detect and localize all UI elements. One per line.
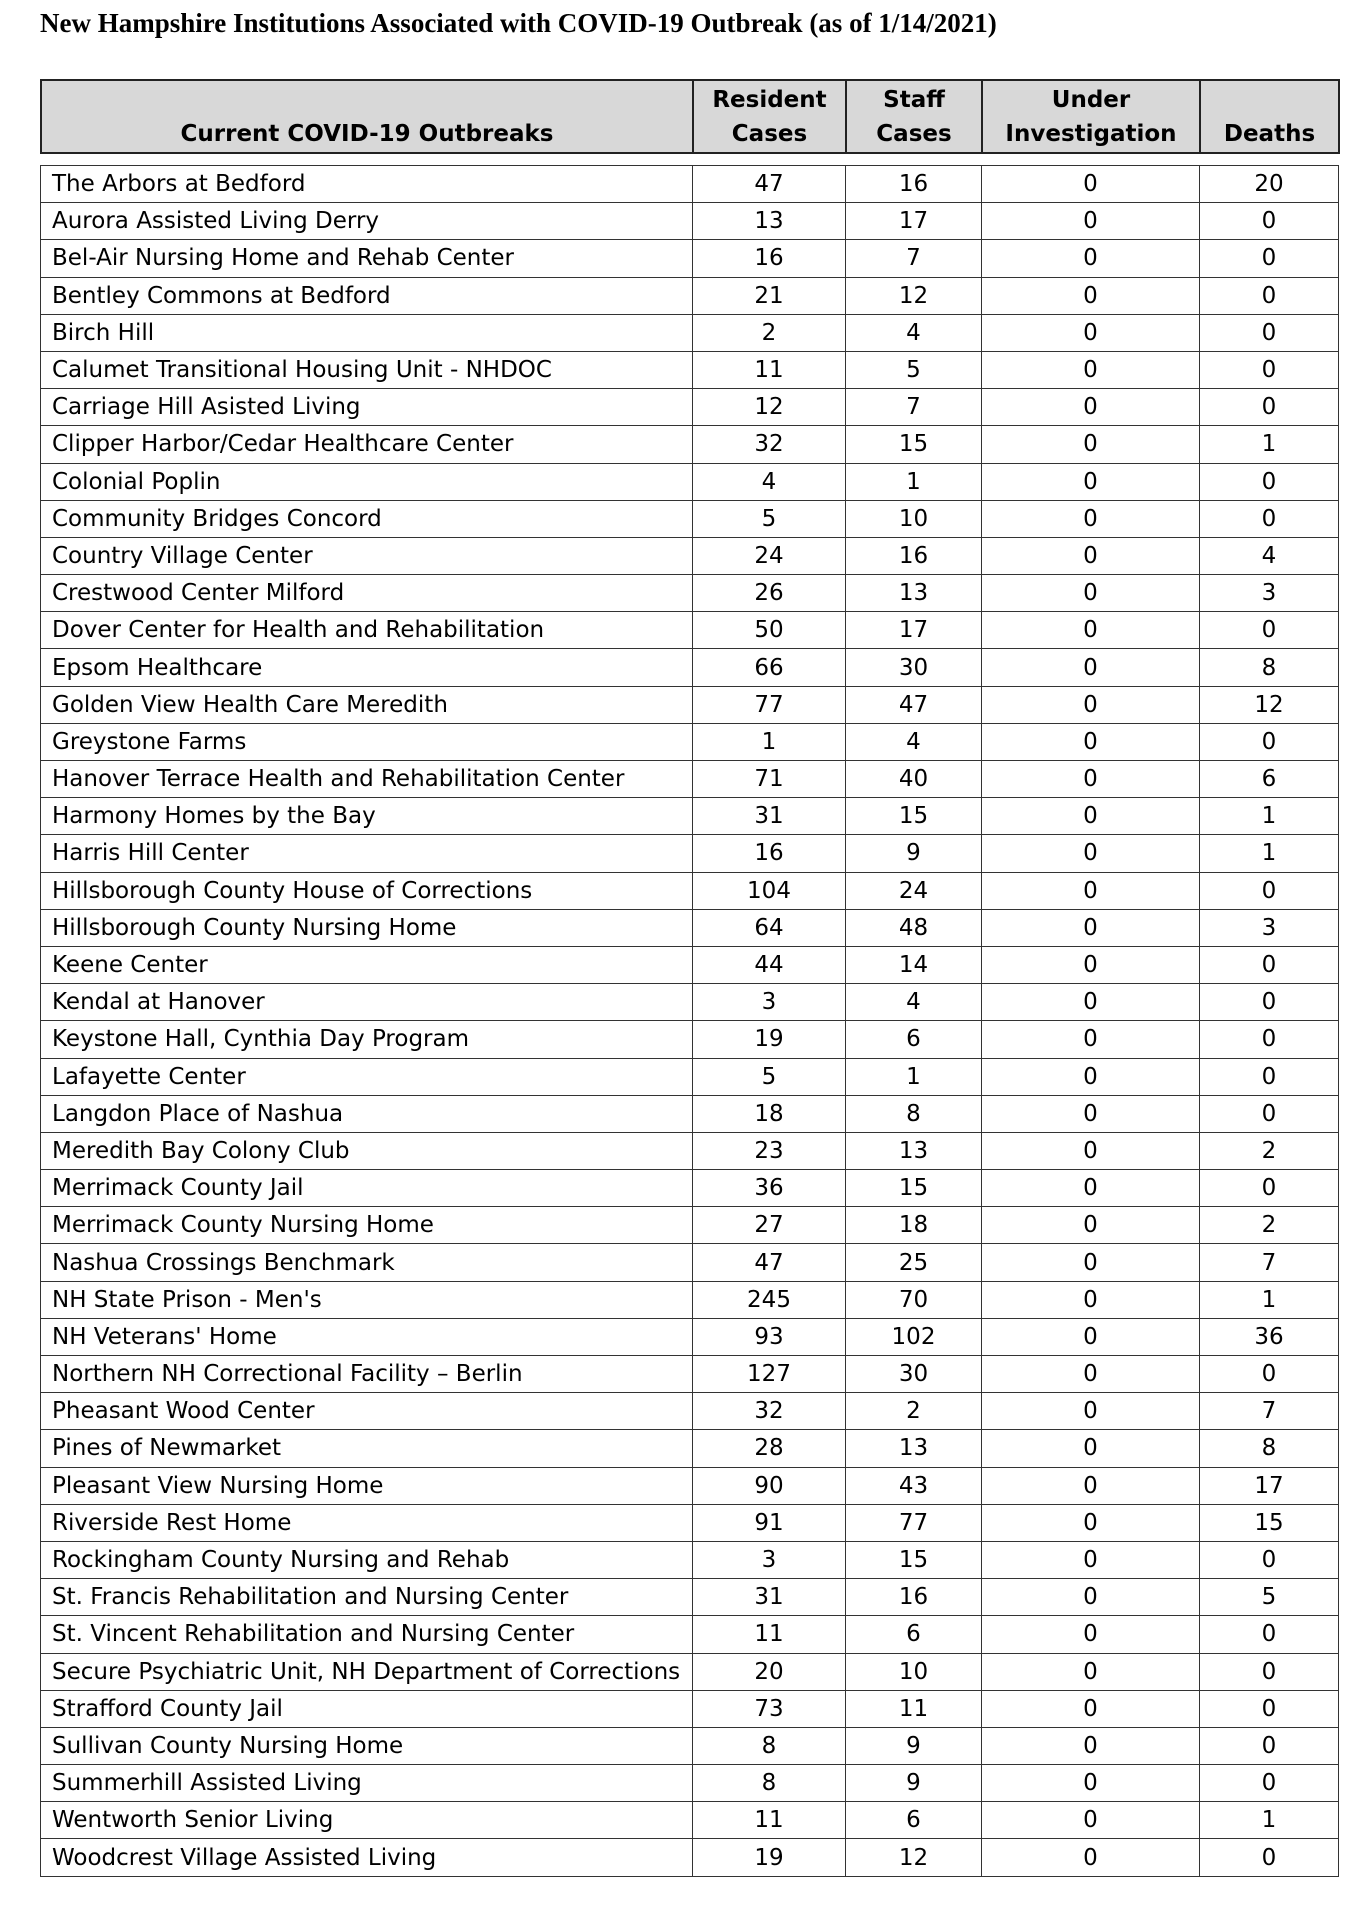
- staff-cases-cell: 6: [846, 1021, 982, 1058]
- staff-cases-cell: 102: [846, 1318, 982, 1355]
- deaths-cell: 0: [1200, 389, 1339, 426]
- deaths-cell: 0: [1200, 872, 1339, 909]
- outbreak-name-cell: Lafayette Center: [41, 1058, 693, 1095]
- resident-cases-cell: 3: [693, 1541, 846, 1578]
- resident-cases-cell: 20: [693, 1653, 846, 1690]
- outbreak-name-cell: Nashua Crossings Benchmark: [41, 1244, 693, 1281]
- staff-cases-cell: 48: [846, 909, 982, 946]
- under-investigation-cell: 0: [982, 946, 1200, 983]
- table-row: [41, 1541, 1339, 1578]
- resident-cases-cell: 36: [693, 1170, 846, 1207]
- table-row: [41, 1802, 1339, 1839]
- resident-cases-cell: 11: [693, 351, 846, 388]
- staff-cases-cell: 7: [846, 240, 982, 277]
- table-row: [41, 203, 1339, 240]
- resident-cases-cell: 32: [693, 426, 846, 463]
- table-row: [41, 1690, 1339, 1727]
- resident-cases-cell: 1: [693, 723, 846, 760]
- staff-cases-cell: 1: [846, 1058, 982, 1095]
- header-resident-cases: Resident Cases: [693, 80, 846, 153]
- outbreak-name-cell: Pines of Newmarket: [41, 1430, 693, 1467]
- outbreak-name-cell: Colonial Poplin: [41, 463, 693, 500]
- staff-cases-cell: 10: [846, 500, 982, 537]
- under-investigation-cell: 0: [982, 1541, 1200, 1578]
- under-investigation-cell: 0: [982, 1430, 1200, 1467]
- under-investigation-cell: 0: [982, 612, 1200, 649]
- under-investigation-cell: 0: [982, 1356, 1200, 1393]
- under-investigation-cell: 0: [982, 166, 1200, 203]
- under-investigation-cell: 0: [982, 1318, 1200, 1355]
- deaths-cell: 1: [1200, 1281, 1339, 1318]
- table-row: [41, 1393, 1339, 1430]
- outbreak-name-cell: Riverside Rest Home: [41, 1504, 693, 1541]
- outbreak-name-cell: Pheasant Wood Center: [41, 1393, 693, 1430]
- outbreak-name-cell: NH Veterans' Home: [41, 1318, 693, 1355]
- under-investigation-cell: 0: [982, 500, 1200, 537]
- under-investigation-cell: 0: [982, 1393, 1200, 1430]
- outbreak-name-cell: Clipper Harbor/Cedar Healthcare Center: [41, 426, 693, 463]
- under-investigation-cell: 0: [982, 240, 1200, 277]
- resident-cases-cell: 47: [693, 166, 846, 203]
- outbreak-name-cell: Rockingham County Nursing and Rehab: [41, 1541, 693, 1578]
- table-row: [41, 686, 1339, 723]
- staff-cases-cell: 4: [846, 723, 982, 760]
- resident-cases-cell: 91: [693, 1504, 846, 1541]
- resident-cases-cell: 13: [693, 203, 846, 240]
- outbreak-name-cell: Golden View Health Care Meredith: [41, 686, 693, 723]
- under-investigation-cell: 0: [982, 1727, 1200, 1764]
- resident-cases-cell: 44: [693, 946, 846, 983]
- outbreak-name-cell: Meredith Bay Colony Club: [41, 1132, 693, 1169]
- table-row: [41, 798, 1339, 835]
- deaths-cell: 1: [1200, 426, 1339, 463]
- table-row: [41, 1356, 1339, 1393]
- resident-cases-cell: 31: [693, 1579, 846, 1616]
- table-row: [41, 761, 1339, 798]
- outbreak-name-cell: Keystone Hall, Cynthia Day Program: [41, 1021, 693, 1058]
- deaths-cell: 0: [1200, 1839, 1339, 1876]
- under-investigation-cell: 0: [982, 1765, 1200, 1802]
- deaths-cell: 1: [1200, 835, 1339, 872]
- outbreak-name-cell: Greystone Farms: [41, 723, 693, 760]
- outbreak-name-cell: Langdon Place of Nashua: [41, 1095, 693, 1132]
- outbreak-name-cell: Bel-Air Nursing Home and Rehab Center: [41, 240, 693, 277]
- staff-cases-cell: 15: [846, 426, 982, 463]
- deaths-cell: 1: [1200, 798, 1339, 835]
- resident-cases-cell: 27: [693, 1207, 846, 1244]
- table-row: [41, 1058, 1339, 1095]
- outbreak-name-cell: Summerhill Assisted Living: [41, 1765, 693, 1802]
- deaths-cell: 0: [1200, 1356, 1339, 1393]
- staff-cases-cell: 8: [846, 1095, 982, 1132]
- table-row: [41, 909, 1339, 946]
- table-row: [41, 240, 1339, 277]
- document-title: New Hampshire Institutions Associated with COVID-19 Outbreak (as of 1/14/2021): [40, 8, 997, 38]
- under-investigation-cell: 0: [982, 1281, 1200, 1318]
- outbreak-name-cell: Merrimack County Nursing Home: [41, 1207, 693, 1244]
- under-investigation-cell: 0: [982, 1207, 1200, 1244]
- resident-cases-cell: 16: [693, 835, 846, 872]
- under-investigation-cell: 0: [982, 1244, 1200, 1281]
- staff-cases-cell: 13: [846, 1430, 982, 1467]
- outbreak-name-cell: Country Village Center: [41, 537, 693, 574]
- under-investigation-cell: 0: [982, 1095, 1200, 1132]
- staff-cases-cell: 13: [846, 575, 982, 612]
- under-investigation-cell: 0: [982, 351, 1200, 388]
- under-investigation-cell: 0: [982, 277, 1200, 314]
- under-investigation-cell: 0: [982, 1504, 1200, 1541]
- staff-cases-cell: 1: [846, 463, 982, 500]
- table-row: [41, 1132, 1339, 1169]
- resident-cases-cell: 21: [693, 277, 846, 314]
- staff-cases-cell: 4: [846, 984, 982, 1021]
- resident-cases-cell: 31: [693, 798, 846, 835]
- deaths-cell: 0: [1200, 277, 1339, 314]
- outbreak-name-cell: Secure Psychiatric Unit, NH Department of Corrections: [41, 1653, 693, 1690]
- staff-cases-cell: 25: [846, 1244, 982, 1281]
- outbreak-name-cell: Sullivan County Nursing Home: [41, 1727, 693, 1764]
- table-row: [41, 1021, 1339, 1058]
- resident-cases-cell: 19: [693, 1839, 846, 1876]
- deaths-cell: 0: [1200, 1021, 1339, 1058]
- staff-cases-cell: 15: [846, 1170, 982, 1207]
- under-investigation-cell: 0: [982, 1021, 1200, 1058]
- resident-cases-cell: 28: [693, 1430, 846, 1467]
- table-row: [41, 1318, 1339, 1355]
- outbreak-name-cell: Hillsborough County House of Corrections: [41, 872, 693, 909]
- resident-cases-cell: 73: [693, 1690, 846, 1727]
- header-outbreak-name: Current COVID-19 Outbreaks: [41, 80, 693, 153]
- staff-cases-cell: 15: [846, 798, 982, 835]
- deaths-cell: 17: [1200, 1467, 1339, 1504]
- table-row: [41, 463, 1339, 500]
- table-row: [41, 946, 1339, 983]
- resident-cases-cell: 12: [693, 389, 846, 426]
- table-row: [41, 872, 1339, 909]
- under-investigation-cell: 0: [982, 723, 1200, 760]
- resident-cases-cell: 104: [693, 872, 846, 909]
- under-investigation-cell: 0: [982, 1132, 1200, 1169]
- under-investigation-cell: 0: [982, 575, 1200, 612]
- table-row: [41, 389, 1339, 426]
- staff-cases-cell: 2: [846, 1393, 982, 1430]
- table-row: [41, 426, 1339, 463]
- table-row: [41, 1207, 1339, 1244]
- resident-cases-cell: 5: [693, 500, 846, 537]
- deaths-cell: 0: [1200, 203, 1339, 240]
- outbreak-name-cell: The Arbors at Bedford: [41, 166, 693, 203]
- table-row: [41, 351, 1339, 388]
- staff-cases-cell: 18: [846, 1207, 982, 1244]
- deaths-cell: 36: [1200, 1318, 1339, 1355]
- table-row: [41, 1430, 1339, 1467]
- table-row: [41, 1727, 1339, 1764]
- resident-cases-cell: 18: [693, 1095, 846, 1132]
- table-row: [41, 984, 1339, 1021]
- under-investigation-cell: 0: [982, 1690, 1200, 1727]
- resident-cases-cell: 127: [693, 1356, 846, 1393]
- table-row: [41, 1281, 1339, 1318]
- under-investigation-cell: 0: [982, 649, 1200, 686]
- outbreak-name-cell: Calumet Transitional Housing Unit - NHDOC: [41, 351, 693, 388]
- resident-cases-cell: 64: [693, 909, 846, 946]
- under-investigation-cell: 0: [982, 537, 1200, 574]
- under-investigation-cell: 0: [982, 686, 1200, 723]
- deaths-cell: 6: [1200, 761, 1339, 798]
- deaths-cell: 4: [1200, 537, 1339, 574]
- deaths-cell: 3: [1200, 575, 1339, 612]
- under-investigation-cell: 0: [982, 426, 1200, 463]
- table-row: [41, 1653, 1339, 1690]
- resident-cases-cell: 11: [693, 1616, 846, 1653]
- staff-cases-cell: 47: [846, 686, 982, 723]
- table-row: [41, 1244, 1339, 1281]
- staff-cases-cell: 16: [846, 166, 982, 203]
- resident-cases-cell: 32: [693, 1393, 846, 1430]
- under-investigation-cell: 0: [982, 463, 1200, 500]
- header-staff-cases: Staff Cases: [846, 80, 982, 153]
- resident-cases-cell: 90: [693, 1467, 846, 1504]
- outbreak-name-cell: Northern NH Correctional Facility – Berlin: [41, 1356, 693, 1393]
- table-header: [40, 79, 1340, 154]
- resident-cases-cell: 8: [693, 1727, 846, 1764]
- deaths-cell: 7: [1200, 1393, 1339, 1430]
- deaths-cell: 0: [1200, 1765, 1339, 1802]
- under-investigation-cell: 0: [982, 203, 1200, 240]
- table-row: [41, 1579, 1339, 1616]
- staff-cases-cell: 9: [846, 1727, 982, 1764]
- outbreak-name-cell: St. Francis Rehabilitation and Nursing Center: [41, 1579, 693, 1616]
- outbreak-name-cell: Harris Hill Center: [41, 835, 693, 872]
- deaths-cell: 1: [1200, 1802, 1339, 1839]
- resident-cases-cell: 50: [693, 612, 846, 649]
- staff-cases-cell: 30: [846, 1356, 982, 1393]
- outbreak-name-cell: Community Bridges Concord: [41, 500, 693, 537]
- outbreak-name-cell: Keene Center: [41, 946, 693, 983]
- staff-cases-cell: 17: [846, 612, 982, 649]
- staff-cases-cell: 40: [846, 761, 982, 798]
- under-investigation-cell: 0: [982, 835, 1200, 872]
- deaths-cell: 3: [1200, 909, 1339, 946]
- outbreak-name-cell: St. Vincent Rehabilitation and Nursing Center: [41, 1616, 693, 1653]
- under-investigation-cell: 0: [982, 1579, 1200, 1616]
- outbreak-name-cell: Epsom Healthcare: [41, 649, 693, 686]
- deaths-cell: 0: [1200, 351, 1339, 388]
- resident-cases-cell: 77: [693, 686, 846, 723]
- deaths-cell: 8: [1200, 649, 1339, 686]
- outbreak-name-cell: Carriage Hill Asisted Living: [41, 389, 693, 426]
- staff-cases-cell: 12: [846, 1839, 982, 1876]
- deaths-cell: 0: [1200, 240, 1339, 277]
- staff-cases-cell: 70: [846, 1281, 982, 1318]
- under-investigation-cell: 0: [982, 761, 1200, 798]
- deaths-cell: 8: [1200, 1430, 1339, 1467]
- table-row: [41, 1504, 1339, 1541]
- header-under-investigation: Under Investigation: [982, 80, 1200, 153]
- outbreak-name-cell: Dover Center for Health and Rehabilitation: [41, 612, 693, 649]
- staff-cases-cell: 15: [846, 1541, 982, 1578]
- table-row: [41, 1095, 1339, 1132]
- outbreak-name-cell: Woodcrest Village Assisted Living: [41, 1839, 693, 1876]
- under-investigation-cell: 0: [982, 1616, 1200, 1653]
- deaths-cell: 0: [1200, 946, 1339, 983]
- outbreak-name-cell: NH State Prison - Men's: [41, 1281, 693, 1318]
- staff-cases-cell: 77: [846, 1504, 982, 1541]
- outbreak-table: [40, 165, 1339, 1877]
- deaths-cell: 0: [1200, 612, 1339, 649]
- outbreak-name-cell: Birch Hill: [41, 314, 693, 351]
- under-investigation-cell: 0: [982, 1467, 1200, 1504]
- deaths-cell: 0: [1200, 1541, 1339, 1578]
- deaths-cell: 0: [1200, 463, 1339, 500]
- resident-cases-cell: 16: [693, 240, 846, 277]
- staff-cases-cell: 6: [846, 1802, 982, 1839]
- staff-cases-cell: 6: [846, 1616, 982, 1653]
- outbreak-name-cell: Aurora Assisted Living Derry: [41, 203, 693, 240]
- deaths-cell: 5: [1200, 1579, 1339, 1616]
- table-row: [41, 166, 1339, 203]
- under-investigation-cell: 0: [982, 872, 1200, 909]
- resident-cases-cell: 66: [693, 649, 846, 686]
- outbreak-name-cell: Harmony Homes by the Bay: [41, 798, 693, 835]
- table-row: [41, 723, 1339, 760]
- staff-cases-cell: 9: [846, 1765, 982, 1802]
- deaths-cell: 0: [1200, 500, 1339, 537]
- deaths-cell: 2: [1200, 1207, 1339, 1244]
- deaths-cell: 0: [1200, 1170, 1339, 1207]
- table-row: [41, 1467, 1339, 1504]
- under-investigation-cell: 0: [982, 1058, 1200, 1095]
- staff-cases-cell: 16: [846, 1579, 982, 1616]
- outbreak-name-cell: Bentley Commons at Bedford: [41, 277, 693, 314]
- under-investigation-cell: 0: [982, 1170, 1200, 1207]
- outbreak-name-cell: Merrimack County Jail: [41, 1170, 693, 1207]
- under-investigation-cell: 0: [982, 1653, 1200, 1690]
- under-investigation-cell: 0: [982, 984, 1200, 1021]
- table-row: [41, 612, 1339, 649]
- under-investigation-cell: 0: [982, 909, 1200, 946]
- resident-cases-cell: 4: [693, 463, 846, 500]
- deaths-cell: 2: [1200, 1132, 1339, 1169]
- staff-cases-cell: 12: [846, 277, 982, 314]
- header-row: [41, 80, 1339, 153]
- resident-cases-cell: 23: [693, 1132, 846, 1169]
- resident-cases-cell: 11: [693, 1802, 846, 1839]
- deaths-cell: 0: [1200, 1653, 1339, 1690]
- deaths-cell: 0: [1200, 984, 1339, 1021]
- outbreak-name-cell: Hanover Terrace Health and Rehabilitation Center: [41, 761, 693, 798]
- staff-cases-cell: 9: [846, 835, 982, 872]
- under-investigation-cell: 0: [982, 1839, 1200, 1876]
- deaths-cell: 0: [1200, 1095, 1339, 1132]
- outbreak-name-cell: Kendal at Hanover: [41, 984, 693, 1021]
- table-row: [41, 1616, 1339, 1653]
- staff-cases-cell: 7: [846, 389, 982, 426]
- under-investigation-cell: 0: [982, 314, 1200, 351]
- resident-cases-cell: 5: [693, 1058, 846, 1095]
- table-row: [41, 649, 1339, 686]
- deaths-cell: 0: [1200, 1058, 1339, 1095]
- staff-cases-cell: 17: [846, 203, 982, 240]
- table-row: [41, 277, 1339, 314]
- staff-cases-cell: 4: [846, 314, 982, 351]
- resident-cases-cell: 26: [693, 575, 846, 612]
- staff-cases-cell: 24: [846, 872, 982, 909]
- staff-cases-cell: 14: [846, 946, 982, 983]
- header-deaths: Deaths: [1200, 80, 1339, 153]
- deaths-cell: 15: [1200, 1504, 1339, 1541]
- resident-cases-cell: 19: [693, 1021, 846, 1058]
- staff-cases-cell: 16: [846, 537, 982, 574]
- deaths-cell: 20: [1200, 166, 1339, 203]
- deaths-cell: 0: [1200, 723, 1339, 760]
- outbreak-name-cell: Crestwood Center Milford: [41, 575, 693, 612]
- table-row: [41, 835, 1339, 872]
- under-investigation-cell: 0: [982, 1802, 1200, 1839]
- outbreak-name-cell: Hillsborough County Nursing Home: [41, 909, 693, 946]
- staff-cases-cell: 11: [846, 1690, 982, 1727]
- table-row: [41, 314, 1339, 351]
- deaths-cell: 0: [1200, 314, 1339, 351]
- deaths-cell: 7: [1200, 1244, 1339, 1281]
- table-row: [41, 500, 1339, 537]
- table-row: [41, 537, 1339, 574]
- staff-cases-cell: 10: [846, 1653, 982, 1690]
- resident-cases-cell: 3: [693, 984, 846, 1021]
- resident-cases-cell: 24: [693, 537, 846, 574]
- deaths-cell: 0: [1200, 1727, 1339, 1764]
- table-row: [41, 575, 1339, 612]
- under-investigation-cell: 0: [982, 798, 1200, 835]
- resident-cases-cell: 2: [693, 314, 846, 351]
- resident-cases-cell: 71: [693, 761, 846, 798]
- staff-cases-cell: 5: [846, 351, 982, 388]
- staff-cases-cell: 30: [846, 649, 982, 686]
- under-investigation-cell: 0: [982, 389, 1200, 426]
- outbreak-table-body: [41, 166, 1339, 1877]
- resident-cases-cell: 8: [693, 1765, 846, 1802]
- table-row: [41, 1765, 1339, 1802]
- outbreak-name-cell: Wentworth Senior Living: [41, 1802, 693, 1839]
- table-row: [41, 1170, 1339, 1207]
- table-row: [41, 1839, 1339, 1876]
- deaths-cell: 12: [1200, 686, 1339, 723]
- deaths-cell: 0: [1200, 1616, 1339, 1653]
- resident-cases-cell: 93: [693, 1318, 846, 1355]
- resident-cases-cell: 47: [693, 1244, 846, 1281]
- deaths-cell: 0: [1200, 1690, 1339, 1727]
- staff-cases-cell: 13: [846, 1132, 982, 1169]
- resident-cases-cell: 245: [693, 1281, 846, 1318]
- outbreak-name-cell: Pleasant View Nursing Home: [41, 1467, 693, 1504]
- outbreak-name-cell: Strafford County Jail: [41, 1690, 693, 1727]
- staff-cases-cell: 43: [846, 1467, 982, 1504]
